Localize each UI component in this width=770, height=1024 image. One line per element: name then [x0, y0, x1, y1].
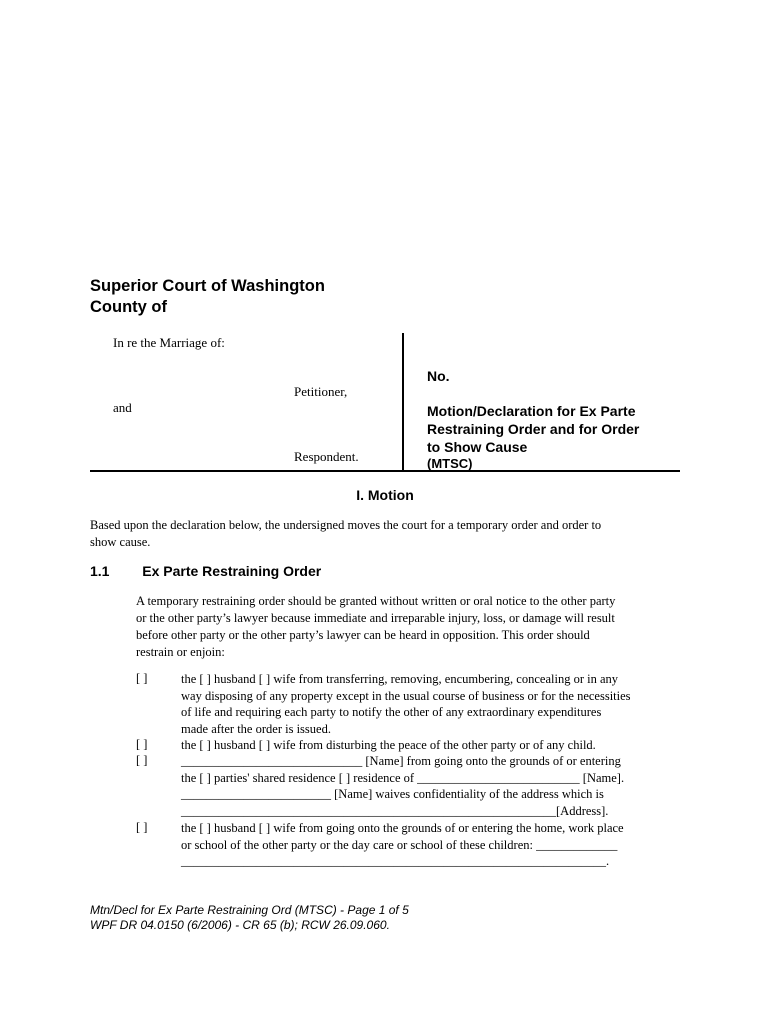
paragraph-line: A temporary restraining order should be granted without written or oral notice to the other party — [136, 594, 616, 608]
paragraph-line: before other party or the other party’s lawyer can be heard in opposition. This order should — [136, 628, 590, 642]
paragraph-line: or the other party’s lawyer because immediate and irreparable injury, loss, or damage will result — [136, 611, 615, 625]
list-item — [181, 737, 681, 754]
caption-divider-horizontal — [90, 470, 680, 472]
paragraph-line: restrain or enjoin: — [136, 645, 225, 659]
item-line: the [ ] husband [ ] wife from going onto the grounds of or entering the home, work place — [181, 821, 624, 835]
caption-divider-vertical — [402, 333, 404, 470]
list-item — [181, 820, 681, 870]
subsection-title: Ex Parte Restraining Order — [142, 563, 322, 579]
subsection-number: 1.1 — [90, 563, 110, 579]
footer-line-2: WPF DR 04.0150 (6/2006) - CR 65 (b); RCW 26.09.060. — [90, 918, 390, 932]
court-name: Superior Court of Washington — [90, 277, 325, 295]
item-line: of life and requiring each party to notify the other of any extraordinary expenditures — [181, 705, 602, 719]
court-heading — [90, 276, 325, 318]
item-line: ____________________________________________________________[Address]. — [181, 803, 609, 818]
item-line: made after the order is issued. — [181, 721, 331, 736]
and-label: and — [113, 400, 132, 415]
item-line: the [ ] parties' shared residence [ ] residence of __________________________ [Name]. — [181, 770, 625, 785]
item-line: way disposing of any property except in the usual course of business or for the necessities — [181, 688, 631, 703]
item-checkbox[interactable]: [ ] — [136, 753, 148, 767]
document-title-line-2: Restraining Order and for Order — [427, 421, 640, 437]
item-checkbox[interactable]: [ ] — [136, 820, 148, 834]
list-item — [181, 671, 681, 737]
subsection-heading — [90, 563, 321, 579]
footer-line-1: Mtn/Decl for Ex Parte Restraining Ord (MTSC) - Page 1 of 5 — [90, 903, 409, 917]
intro-paragraph — [90, 517, 601, 551]
item-checkbox[interactable]: [ ] — [136, 671, 148, 685]
document-title-line-1: Motion/Declaration for Ex Parte — [427, 403, 636, 419]
intro-line: Based upon the declaration below, the undersigned moves the court for a temporary order and order to — [90, 518, 602, 532]
in-re-marriage-label: In re the Marriage of: — [113, 335, 225, 350]
item-line: the [ ] husband [ ] wife from transferring, removing, encumbering, concealing or in any — [181, 672, 619, 686]
intro-line: show cause. — [90, 535, 151, 549]
list-item — [181, 753, 681, 819]
case-number-label: No. — [427, 368, 450, 384]
document-title-line-3: to Show Cause — [427, 439, 528, 455]
item-line: ________________________ [Name] waives confidentiality of the address which is — [181, 787, 604, 801]
section-title: I. Motion — [356, 487, 414, 503]
item-checkbox[interactable]: [ ] — [136, 737, 148, 751]
restraining-order-paragraph — [136, 593, 615, 661]
respondent-label: Respondent. — [294, 449, 359, 464]
petitioner-label: Petitioner, — [294, 384, 348, 399]
item-line: the [ ] husband [ ] wife from disturbing the peace of the other party or of any child. — [181, 738, 596, 752]
county-label: County of — [90, 298, 167, 316]
item-line: _____________________________ [Name] from going onto the grounds of or entering — [181, 754, 621, 768]
item-line: ____________________________________________________________________. — [181, 854, 610, 868]
document-code: (MTSC) — [427, 456, 473, 471]
item-line: or school of the other party or the day care or school of these children: _____________ — [181, 837, 618, 852]
